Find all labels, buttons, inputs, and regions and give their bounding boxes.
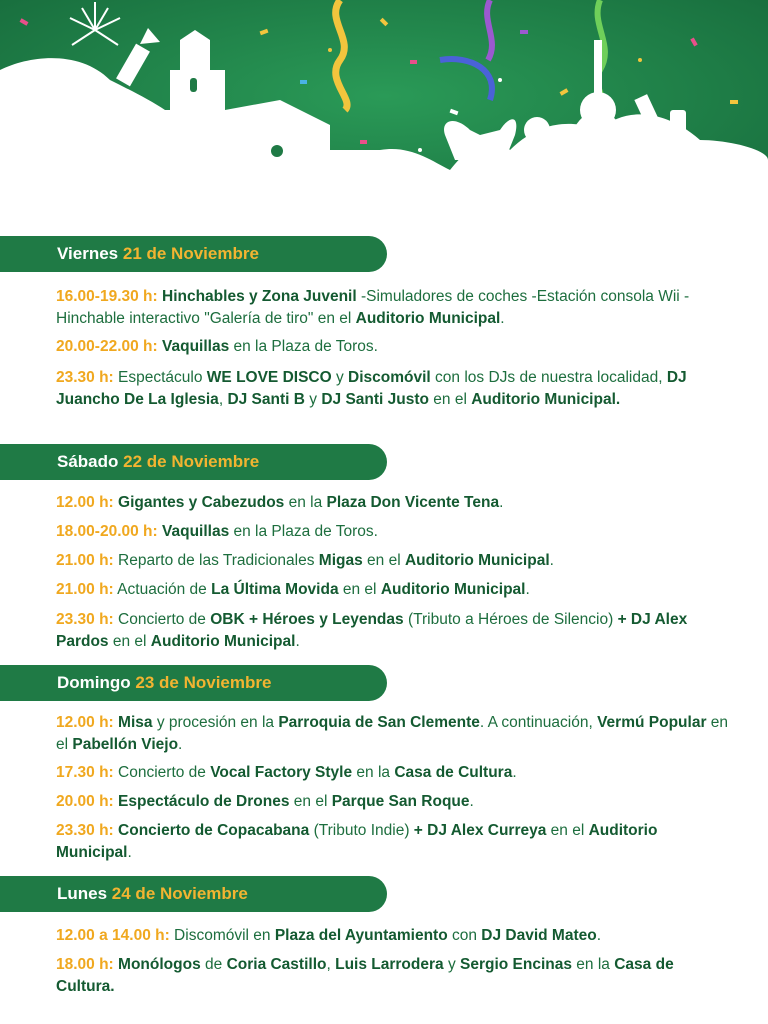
event-text: en el — [429, 391, 472, 408]
event-highlight: La Última Movida — [211, 581, 339, 598]
event-highlight: DJ Santi B — [227, 391, 305, 408]
event-text: y — [443, 956, 461, 973]
event-time: 18.00-20.00 h: — [56, 523, 158, 540]
day-header-lunes: Lunes 24 de Noviembre — [0, 876, 387, 912]
event-text: con — [447, 927, 482, 944]
event-highlight: Vaquillas — [162, 338, 230, 355]
event-time: 12.00 h: — [56, 494, 114, 511]
event-text: (Tributo Indie) — [309, 822, 414, 839]
event-highlight: DJ David Mateo — [481, 927, 597, 944]
event-highlight: Casa de Cultura — [394, 764, 513, 781]
event-text: Concierto de — [113, 611, 211, 628]
event-highlight: Plaza del Ayuntamiento — [274, 927, 448, 944]
event-text: en el — [108, 633, 151, 650]
day-header-domingo: Domingo 23 de Noviembre — [0, 665, 387, 701]
event-text: en el — [546, 822, 589, 839]
event-text: . — [549, 552, 554, 569]
event-highlight: WE LOVE DISCO — [206, 369, 332, 386]
event-highlight: Espectáculo de Drones — [118, 793, 290, 810]
event-text: . — [127, 844, 132, 861]
event-text: . — [499, 494, 504, 511]
event-text: -Simuladores de coches -Estación consola Wii -Hinchable interactivo "Galería de tiro" en el — [56, 288, 690, 327]
event-text: Reparto de las Tradicionales — [113, 552, 319, 569]
event-text: y procesión en la — [152, 714, 279, 731]
event-item — [56, 286, 736, 330]
event-item — [56, 925, 736, 947]
event-text: . A continuación, — [479, 714, 598, 731]
event-highlight: Migas — [318, 552, 363, 569]
event-item — [56, 762, 736, 784]
event-highlight: Auditorio Municipal — [56, 822, 658, 861]
event-highlight: Concierto de Copacabana — [118, 822, 310, 839]
event-text: en el — [56, 714, 729, 753]
event-item — [56, 521, 736, 543]
event-item — [56, 609, 736, 653]
event-highlight: Casa de Cultura. — [56, 956, 674, 995]
event-item — [56, 791, 736, 813]
event-text: Actuación de — [113, 581, 212, 598]
event-text: de — [200, 956, 227, 973]
event-text: y — [304, 391, 322, 408]
event-time: 21.00 h: — [56, 581, 114, 598]
event-time: 23.30 h: — [56, 611, 114, 628]
event-text: en la — [572, 956, 615, 973]
event-text: en la Plaza de Toros. — [229, 338, 378, 355]
event-highlight: Misa — [118, 714, 153, 731]
event-text: , — [218, 391, 228, 408]
event-time: 21.00 h: — [56, 552, 114, 569]
event-item — [56, 367, 736, 411]
event-highlight: Sergio Encinas — [460, 956, 572, 973]
event-item — [56, 712, 736, 756]
event-text: . — [295, 633, 300, 650]
event-time: 20.00 h: — [56, 793, 114, 810]
event-time: 16.00-19.30 h: — [56, 288, 158, 305]
event-text: Espectáculo — [113, 369, 207, 386]
event-highlight: DJ Juancho De La Iglesia — [56, 369, 687, 408]
day-header-sabado: Sábado 22 de Noviembre — [0, 444, 387, 480]
event-text: . — [469, 793, 474, 810]
event-highlight: Gigantes y Cabezudos — [118, 494, 285, 511]
event-time: 23.30 h: — [56, 822, 114, 839]
event-highlight: Auditorio Municipal — [355, 310, 501, 327]
event-highlight: Hinchables y Zona Juvenil — [162, 288, 357, 305]
event-highlight: Coria Castillo — [226, 956, 327, 973]
event-text: . — [500, 310, 505, 327]
event-item — [56, 954, 736, 998]
event-highlight: OBK + Héroes y Leyendas — [210, 611, 404, 628]
event-highlight: Vocal Factory Style — [210, 764, 353, 781]
event-item — [56, 492, 736, 514]
event-highlight: + DJ Alex Pardos — [56, 611, 688, 650]
event-text: en el — [338, 581, 381, 598]
event-text: en la — [352, 764, 395, 781]
event-text: en el — [289, 793, 332, 810]
event-time: 17.30 h: — [56, 764, 114, 781]
event-text: en la — [284, 494, 327, 511]
event-text: (Tributo a Héroes de Silencio) — [403, 611, 618, 628]
festive-header-illustration — [0, 0, 768, 240]
event-highlight: Auditorio Municipal — [150, 633, 296, 650]
event-highlight: Auditorio Municipal — [404, 552, 550, 569]
event-text: Discomóvil en — [169, 927, 275, 944]
event-highlight: Parque San Roque — [331, 793, 470, 810]
event-time: 18.00 h: — [56, 956, 114, 973]
event-text: en la Plaza de Toros. — [229, 523, 378, 540]
event-time: 12.00 a 14.00 h: — [56, 927, 170, 944]
event-text: y — [331, 369, 349, 386]
event-highlight: Pabellón Viejo — [72, 736, 179, 753]
event-time: 12.00 h: — [56, 714, 114, 731]
event-highlight: Vaquillas — [162, 523, 230, 540]
event-text: . — [525, 581, 530, 598]
event-item — [56, 550, 736, 572]
event-item — [56, 820, 736, 864]
event-text: . — [596, 927, 602, 944]
event-time: 20.00-22.00 h: — [56, 338, 158, 355]
event-time: 23.30 h: — [56, 369, 114, 386]
day-header-viernes: Viernes 21 de Noviembre — [0, 236, 387, 272]
event-highlight: Auditorio Municipal — [380, 581, 526, 598]
event-item — [56, 336, 736, 358]
event-text: Concierto de — [113, 764, 211, 781]
event-text: . — [178, 736, 183, 753]
event-highlight: Monólogos — [118, 956, 201, 973]
event-text: , — [326, 956, 336, 973]
event-highlight: Luis Larrodera — [335, 956, 444, 973]
event-text: . — [512, 764, 517, 781]
event-highlight: Auditorio Municipal. — [471, 391, 621, 408]
event-item — [56, 579, 736, 601]
event-highlight: Plaza Don Vicente Tena — [326, 494, 500, 511]
event-highlight: + DJ Alex Curreya — [413, 822, 547, 839]
event-text: en el — [362, 552, 405, 569]
event-highlight: Parroquia de San Clemente — [278, 714, 480, 731]
event-highlight: Discomóvil — [348, 369, 431, 386]
event-text: con los DJs de nuestra localidad, — [430, 369, 667, 386]
event-highlight: DJ Santi Justo — [321, 391, 429, 408]
event-highlight: Vermú Popular — [597, 714, 707, 731]
